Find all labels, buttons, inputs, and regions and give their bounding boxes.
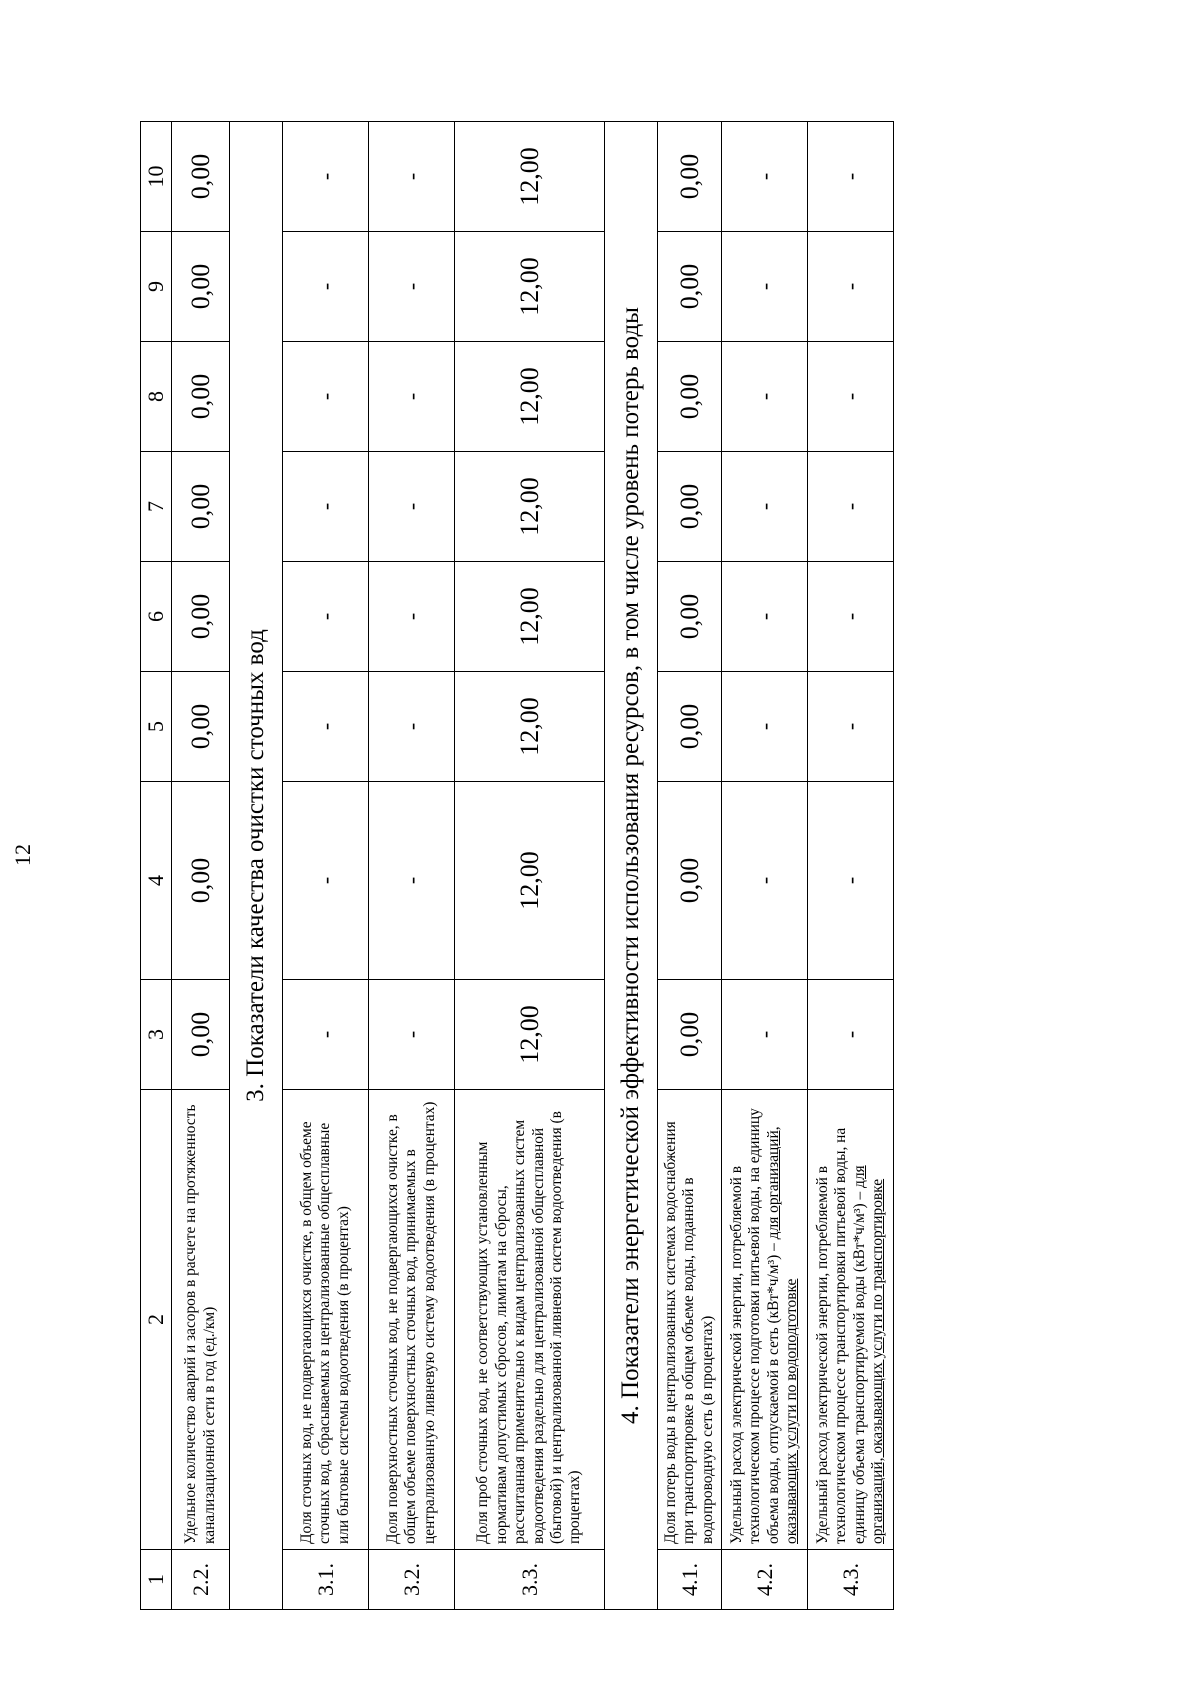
value-cell: - [283, 122, 369, 232]
indicator-description [172, 1090, 230, 1550]
value-cell: 0,00 [172, 342, 230, 452]
value-cell: - [808, 672, 894, 782]
indicator-description [283, 1090, 369, 1550]
description-text: Доля сточных вод, не подвергающихся очистке, в общем объеме сточных вод, сбрасываемых в централизованные общесплавные или бытовые системы водоотведения (в процентах) [297, 1121, 352, 1544]
value-cell: - [722, 122, 808, 232]
value-cell: - [808, 452, 894, 562]
value-cell: 12,00 [455, 452, 605, 562]
indicator-description [808, 1090, 894, 1550]
value-cell: - [722, 672, 808, 782]
value-cell: - [808, 562, 894, 672]
indicator-description [369, 1090, 455, 1550]
column-number: 3 [141, 980, 172, 1090]
value-cell: - [808, 782, 894, 980]
value-cell: 0,00 [172, 980, 230, 1090]
value-cell: - [283, 232, 369, 342]
table-row [172, 122, 230, 1610]
value-cell: 0,00 [172, 782, 230, 980]
value-cell: 12,00 [455, 562, 605, 672]
value-cell: - [722, 782, 808, 980]
indicators-table [140, 121, 894, 1610]
section-row [230, 122, 283, 1610]
value-cell: - [369, 122, 455, 232]
description-text: Доля поверхностных сточных вод, не подвергающихся очистке, в общем объеме поверхностных сточных вод, принимаемых в централизованную ливневую систему водоотведения (в процентах) [383, 1101, 438, 1544]
description-text: Удельный расход электрической энергии, потребляемой в технологическом процессе транспортировки питьевой воды, на единицу объема транспортируемой воды (кВт*ч/м³) – [813, 1127, 868, 1544]
column-number: 1 [141, 1550, 172, 1610]
value-cell: 0,00 [658, 562, 722, 672]
column-number: 8 [141, 342, 172, 452]
value-cell: - [369, 232, 455, 342]
value-cell: - [722, 342, 808, 452]
value-cell: 0,00 [172, 232, 230, 342]
value-cell: - [722, 562, 808, 672]
value-cell: - [369, 342, 455, 452]
row-number: 3.2. [369, 1550, 455, 1610]
value-cell: 12,00 [455, 122, 605, 232]
value-cell: 12,00 [455, 782, 605, 980]
description-text: Удельный расход электрической энергии, потребляемой в технологическом процессе подготовки питьевой воды, на единицу объема воды, отпускаемой в сеть (кВт*ч/м³) – [727, 1108, 782, 1544]
value-cell: 12,00 [455, 232, 605, 342]
value-cell: - [369, 452, 455, 562]
value-cell: - [722, 980, 808, 1090]
value-cell: - [283, 980, 369, 1090]
column-number: 9 [141, 232, 172, 342]
column-number: 6 [141, 562, 172, 672]
value-cell: 0,00 [658, 232, 722, 342]
value-cell: 0,00 [658, 452, 722, 562]
value-cell: 12,00 [455, 980, 605, 1090]
table-row [808, 122, 894, 1610]
row-number: 3.3. [455, 1550, 605, 1610]
description-underlined-text: для организаций, оказывающих услуги по водоподготовке [764, 1126, 800, 1544]
table-row [369, 122, 455, 1610]
column-number: 10 [141, 122, 172, 232]
value-cell: 0,00 [172, 672, 230, 782]
value-cell: 0,00 [658, 782, 722, 980]
table-row [658, 122, 722, 1610]
column-number-row [141, 122, 172, 1610]
rotated-page [0, 115, 1120, 1655]
value-cell: - [722, 452, 808, 562]
value-cell: - [283, 452, 369, 562]
column-number: 7 [141, 452, 172, 562]
value-cell: 0,00 [658, 980, 722, 1090]
table-row [455, 122, 605, 1610]
value-cell: 0,00 [658, 672, 722, 782]
value-cell: - [283, 342, 369, 452]
value-cell: 0,00 [658, 342, 722, 452]
value-cell: - [369, 562, 455, 672]
value-cell: - [808, 342, 894, 452]
row-number: 4.3. [808, 1550, 894, 1610]
description-text: Доля потерь воды в централизованных системах водоснабжения при транспортировке в общем объеме воды, поданной в водопроводную сеть (в процентах) [661, 1121, 716, 1544]
row-number: 3.1. [283, 1550, 369, 1610]
value-cell: 12,00 [455, 342, 605, 452]
description-text: Удельное количество аварий и засоров в расчете на протяженность канализационной сети в год (ед./км) [182, 1104, 218, 1544]
value-cell: - [369, 672, 455, 782]
row-number: 2.2. [172, 1550, 230, 1610]
table-row [283, 122, 369, 1610]
value-cell: - [283, 672, 369, 782]
value-cell: - [808, 980, 894, 1090]
value-cell: 0,00 [172, 122, 230, 232]
section-row [605, 122, 658, 1610]
section-title: 4. Показатели энергетической эффективности использования ресурсов, в том числе уровень потерь воды [605, 122, 658, 1610]
row-number: 4.1. [658, 1550, 722, 1610]
description-underlined-text: для организаций, оказывающих услуги по транспортировке [850, 1165, 886, 1544]
value-cell: - [808, 232, 894, 342]
value-cell: - [722, 232, 808, 342]
section-title: 3. Показатели качества очистки сточных вод [230, 122, 283, 1610]
value-cell: - [369, 980, 455, 1090]
value-cell: - [283, 782, 369, 980]
value-cell: - [808, 122, 894, 232]
value-cell: 0,00 [658, 122, 722, 232]
row-number: 4.2. [722, 1550, 808, 1610]
indicator-description [722, 1090, 808, 1550]
description-text: Доля проб сточных вод, не соответствующих установленным нормативам допустимых сбросов, лимитам на сбросы, рассчитанная применительно к видам централизованных систем водоотведения раздельно для централизованной общесплавной (бытовой) и централизованной ливневой систем водоотведения (в процентах) [474, 1111, 584, 1544]
value-cell: 0,00 [172, 452, 230, 562]
column-number: 4 [141, 782, 172, 980]
indicator-description [455, 1090, 605, 1550]
indicator-description [658, 1090, 722, 1550]
column-number: 2 [141, 1090, 172, 1550]
value-cell: - [369, 782, 455, 980]
page-number: 12 [10, 844, 35, 866]
column-number: 5 [141, 672, 172, 782]
value-cell: 0,00 [172, 562, 230, 672]
value-cell: 12,00 [455, 672, 605, 782]
table-row [722, 122, 808, 1610]
value-cell: - [283, 562, 369, 672]
